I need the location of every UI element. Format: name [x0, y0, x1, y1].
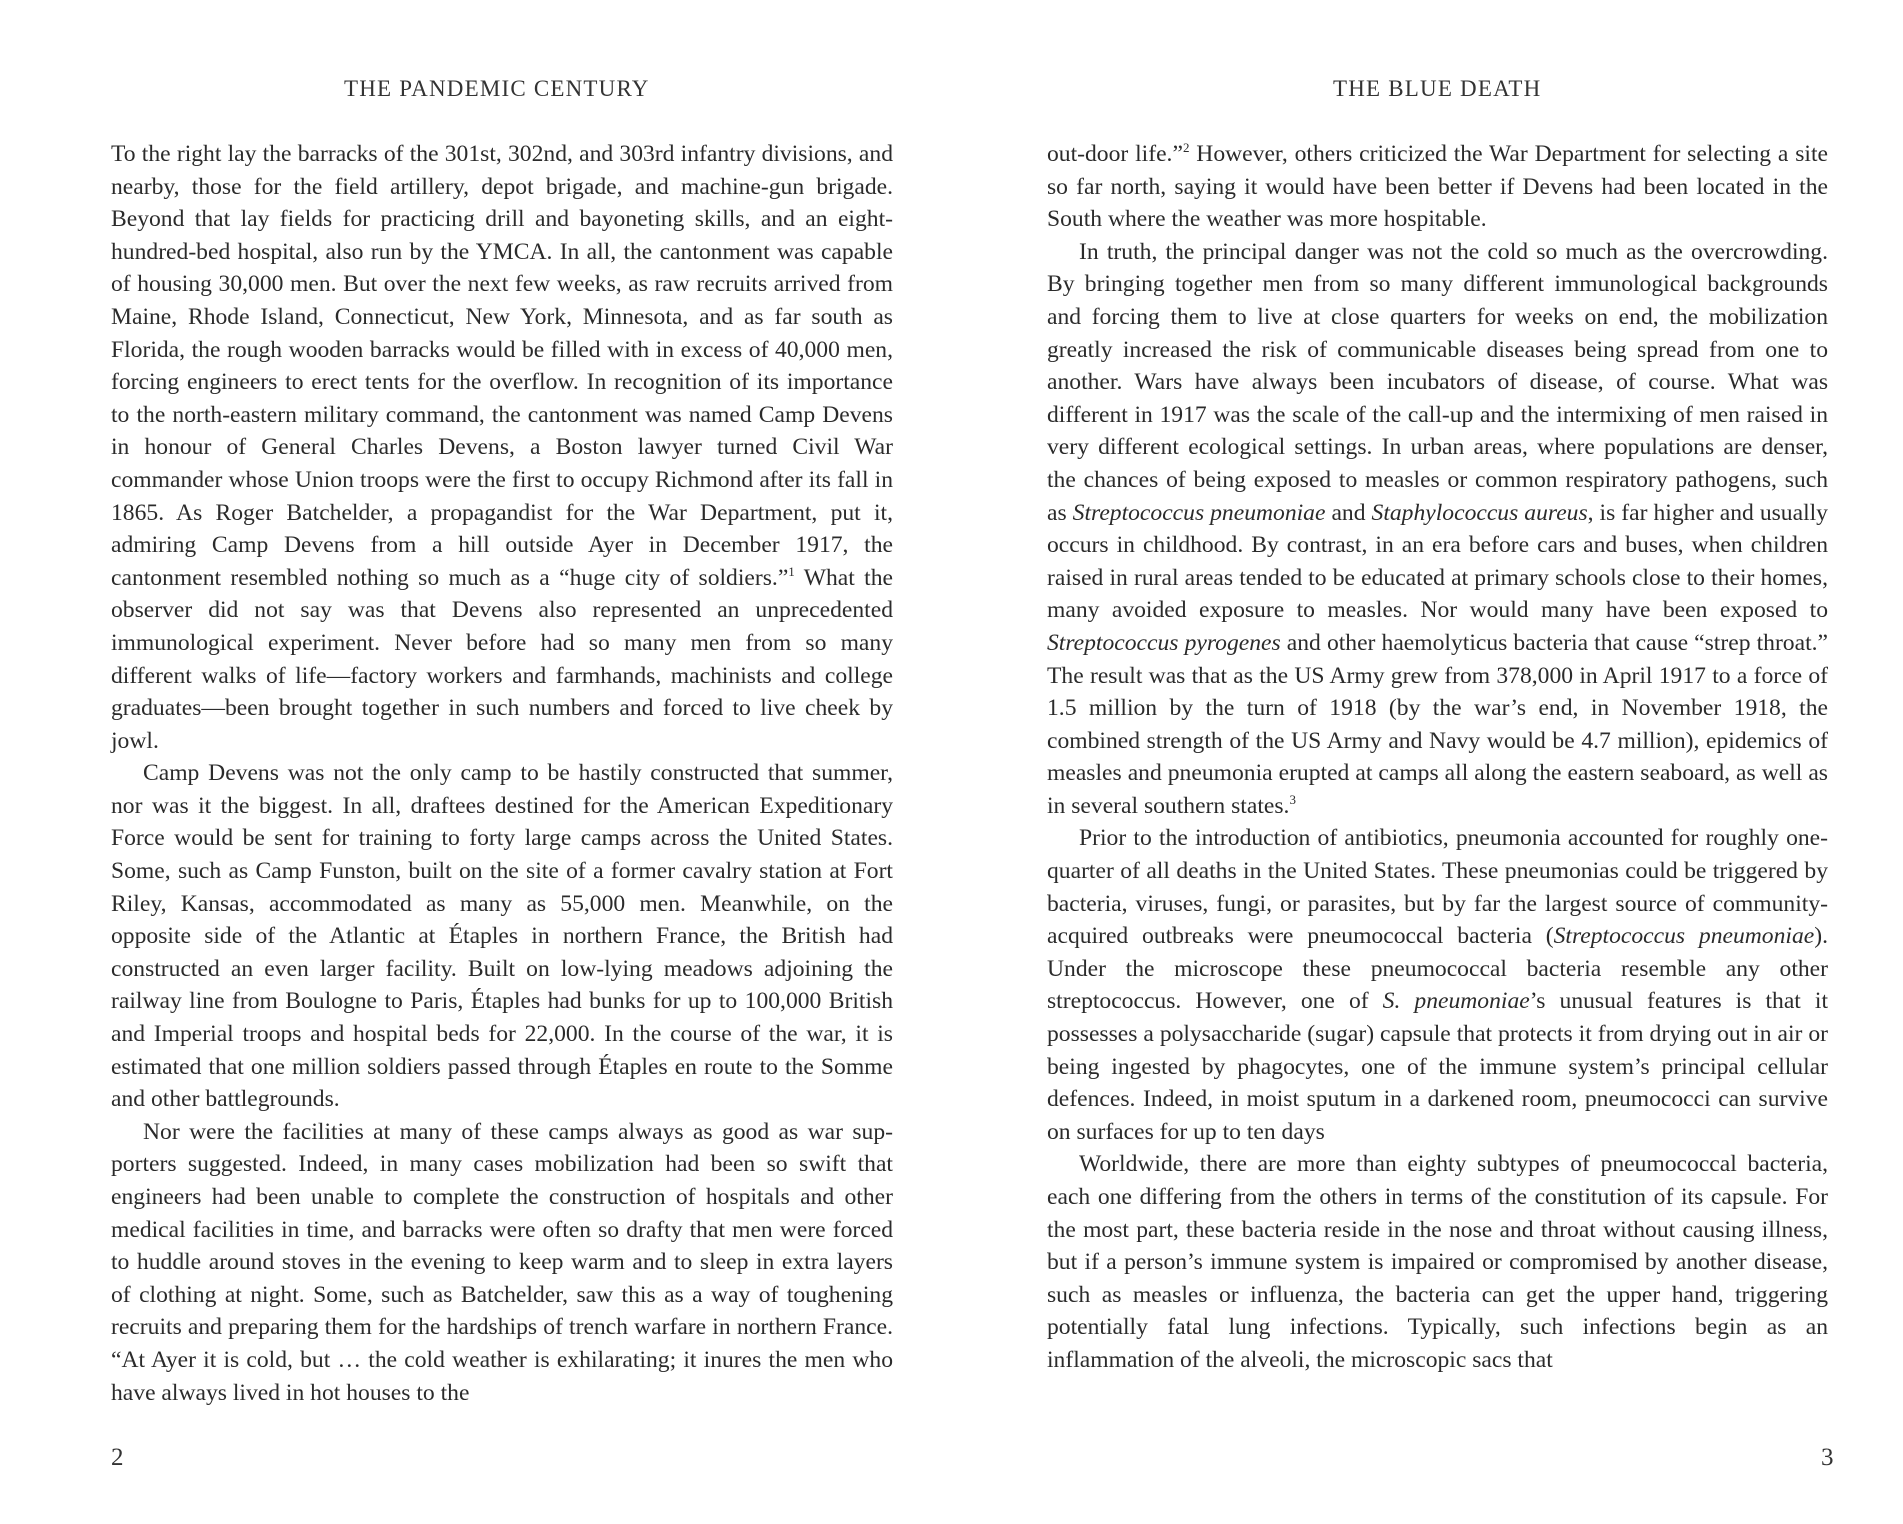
paragraph: out-door life.”$^2$ However, others criticized the War Department for selecting a site so far north, saying it would have been better if Devens had been located in the South where the weather was more hospitable.: [1047, 140, 1828, 233]
footnote-ref[interactable]: 2: [1182, 140, 1190, 156]
footnote-ref[interactable]: 3: [1289, 792, 1296, 808]
page-number-left: 2: [111, 1444, 124, 1471]
paragraph: Nor were the facilities at many of these camps always as good as war supporters suggested. Indeed, in many cases mobilization had been so swift that engineers had been unable to complete the construction of hospitals and other medical facilities in time, and barracks were often so drafty that men were forced to huddle around stoves in the evening to keep warm and to sleep in extra layers of clothing at night. Some, such as Batchelder, saw this as a way of toughening recruits and preparing them for the hardships of trench warfare in northern France. “At Ayer it is cold, but … the cold weather is exhilarating; it inures the men who have always lived in hot houses to the: [111, 1118, 893, 1406]
left-page: [0, 0, 951, 1524]
right-page: [951, 0, 1903, 1524]
paragraph: Worldwide, there are more than eighty subtypes of pneumococcal bacteria, each one differing from the others in terms of the constitution of its capsule. For the most part, these bacteria reside in the nose and throat without causing illness, but if a person’s immune system is impaired or compromised by another disease, such as measles or influenza, the bacteria can get the upper hand, triggering potentially fatal lung infections. Typically, such infections begin as an inflammation of the alveoli, the microscopic sacs that: [1047, 1151, 1828, 1373]
paragraph: Camp Devens was not the only camp to be hastily constructed that summer, nor was it the biggest. In all, draftees destined for the American Expeditionary Force would be sent for training to forty large camps across the United States. Some, such as Camp Funston, built on the site of a former cavalry station at Fort Riley, Kansas, accommodated as many as 55,000 men. Meanwhile, on the opposite side of the Atlantic at Étaples in northern France, the British had constructed an even larger facility. Built on low-lying meadows adjoining the railway line from Boulogne to Paris, Étaples had bunks for up to 100,000 British and Imperial troops and hospital beds for 22,000. In the course of the war, it is estimated that one million soldiers passed through Étaples en route to the Somme and other battlegrounds.: [111, 760, 893, 1113]
running-head-left: THE PANDEMIC CENTURY: [344, 76, 650, 101]
page-number-right: 3: [1821, 1444, 1834, 1471]
running-head-right: THE BLUE DEATH: [1333, 76, 1542, 101]
body-text-right: [1047, 138, 1828, 1377]
body-text-left: [111, 138, 893, 1409]
paragraph: To the right lay the barracks of the 301st, 302nd, and 303rd infantry divisions, and nearby, those for the field artillery, depot brigade, and machine-gun brigade. Beyond that lay fields for practicing drill and bayoneting skills, and an eight-hundred-bed hospital, also run by the YMCA. In all, the cantonment was capable of housing 30,000 men. But over the next few weeks, as raw recruits arrived from Maine, Rhode Island, Connecticut, New York, Minnesota, and as far south as Florida, the rough wooden barracks would be filled with in excess of 40,000 men, forcing engineers to erect tents for the overflow. In recognition of its importance to the north-eastern military command, the cantonment was named Camp Devens in honour of General Charles Devens, a Boston lawyer turned Civil War commander whose Union troops were the first to occupy Richmond after its fall in 1865. As Roger Batchelder, a propagandist for the War Department, put it, admiring Camp Devens from a hill outside Ayer in December 1917, the cantonment resembled nothing so much as a “huge city of soldiers.”$^1$ What the observer did not say was that Devens also represented an unprecedented immunological experiment. Never before had so many men from so many different walks of life—factory workers and farmhands, machinists and college graduates—been brought together in such numbers and forced to live cheek by jowl.: [111, 141, 893, 754]
footnote-ref[interactable]: 1: [788, 563, 795, 579]
paragraph: Prior to the introduction of antibiotics, pneumonia accounted for roughly one-quarter of all deaths in the United States. These pneumonias could be triggered by bacteria, viruses, fungi, or parasites, but by far the largest source of community-acquired outbreaks were pneumococcal bacteria (Streptococcus pneumoniae). Under the microscope these pneumococcal bacteria resemble any other streptococcus. However, one of S. pneumoniae’s unusual features is that it possesses a polysaccharide (sugar) capsule that protects it from drying out in air or being ingested by phagocytes, one of the immune system’s principal cellular defences. Indeed, in moist sputum in a darkened room, pneumococci can survive on surfaces for up to ten days: [1047, 825, 1829, 1145]
paragraph: In truth, the principal danger was not the cold so much as the overcrowding. By bringing together men from so many different immunological backgrounds and forcing them to live at close quarters for weeks on end, the mobilization greatly increased the risk of communicable diseases being spread from one to another. Wars have always been incubators of disease, of course. What was different in 1917 was the scale of the call-up and the intermixing of men raised in very different ecological settings. In urban areas, where populations are denser, the chances of being exposed to measles or common respiratory pathogens, such as Streptococcus pneumoniae and Staphylococcus aureus, is far higher and usually occurs in childhood. By contrast, in an era before cars and buses, when children raised in rural areas tended to be educated at primary schools close to their homes, many avoided exposure to measles. Nor would many have been exposed to Streptococcus pyrogenes and other haemolyticus bacteria that cause “strep throat.” The result was that as the US Army grew from 378,000 in April 1917 to a force of 1.5 million by the turn of 1918 (by the war’s end, in November 1918, the combined strength of the US Army and Navy would be 4.7 million), epidemics of measles and pneumonia erupted at camps all along the eastern seaboard, as well as in several southern states.$^3$: [1047, 238, 1828, 819]
